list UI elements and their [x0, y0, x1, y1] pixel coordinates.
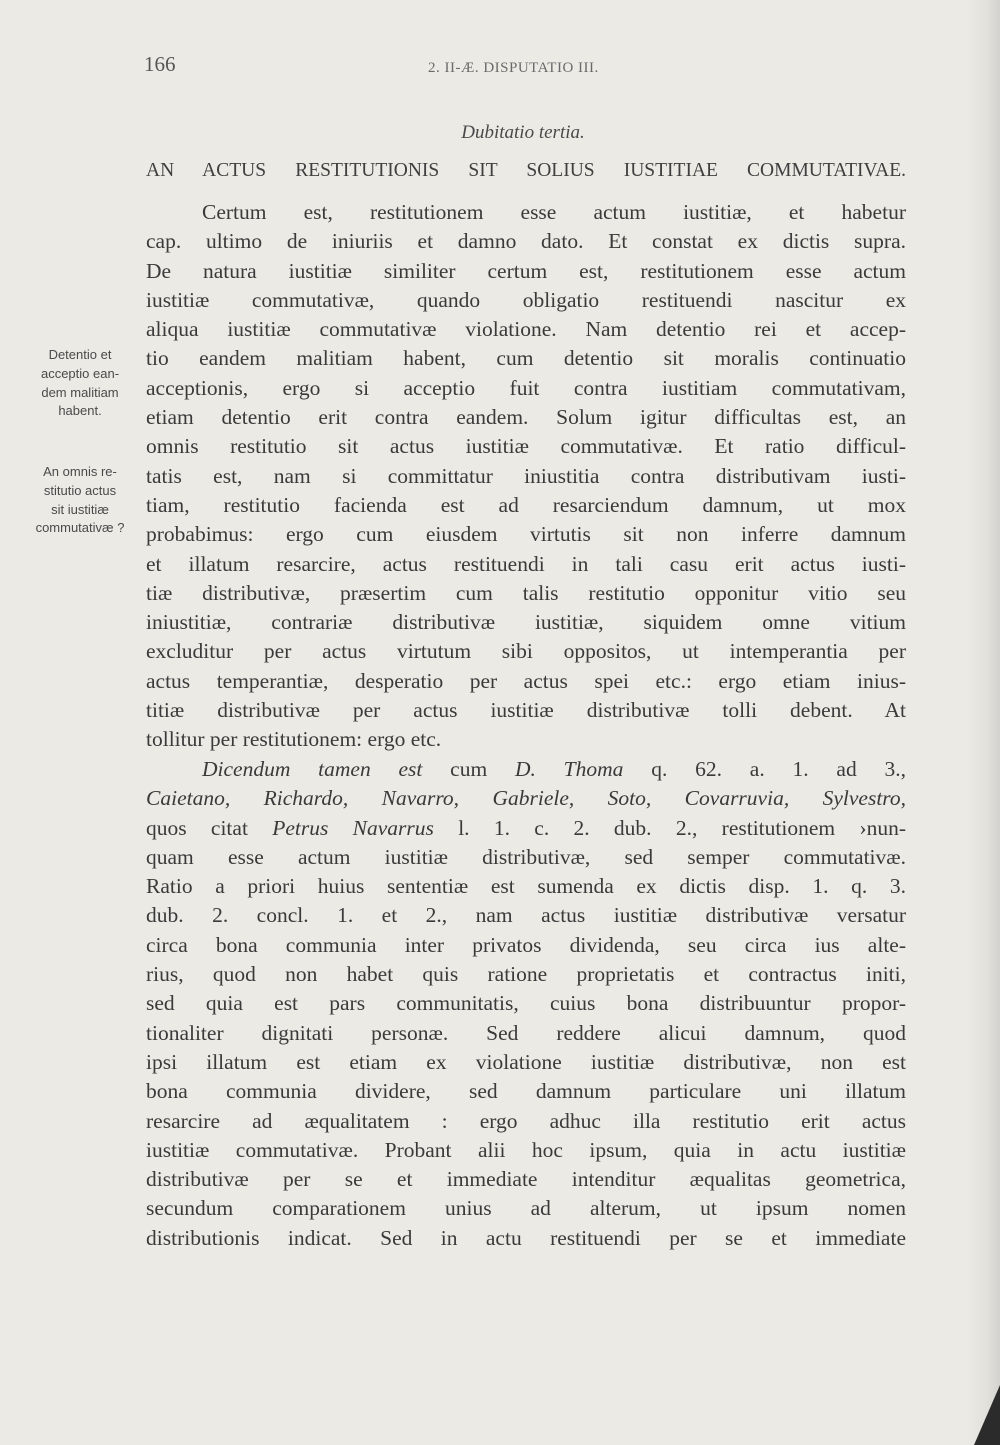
italic-phrase: D. Thoma	[514, 757, 624, 781]
text-line: De natura iustitiæ similiter certum est, restitutionem esse actum	[146, 258, 906, 283]
text-line: iniustitiæ, contrariæ distributivæ iustitiæ, siquidem omne vitium	[146, 610, 906, 635]
text-line: tionaliter dignitati personæ. Sed reddere alicui damnum, quod	[146, 1020, 906, 1045]
margin-note-an-omnis	[26, 463, 134, 538]
text-line: secundum comparationem unius ad alterum, ut ipsum nomen	[146, 1196, 906, 1221]
text-line: distributionis indicat. Sed in actu restituendi per se et immediate	[146, 1225, 906, 1250]
text-line: actus temperantiæ, desperatio per actus spei etc.: ergo etiam inius-	[146, 668, 906, 693]
text-line: aliqua iustitiæ commutativæ violatione. Nam detentio rei et accep-	[146, 317, 906, 342]
section-subheading: Dubitatio tertia.	[461, 122, 585, 143]
text-run: quos citat	[146, 815, 273, 840]
page-edge-shadow	[966, 0, 1000, 1445]
text-line: acceptionis, ergo si acceptio fuit contra iustitiam commutativam,	[146, 375, 906, 400]
margin-note-line: Detentio et	[48, 347, 112, 362]
margin-note-line: habent.	[58, 403, 102, 419]
margin-note-line: dem malitiam	[41, 384, 119, 400]
text-line	[146, 814, 906, 843]
margin-note-detentio	[26, 346, 134, 421]
running-title: 2. II-Æ. DISPUTATIO III.	[428, 60, 599, 76]
text-line: iustitiæ commutativæ, quando obligatio restituendi nascitur ex	[146, 287, 906, 312]
italic-phrase: Petrus Navarrus	[272, 815, 434, 840]
text-line: tiam, restitutio facienda est ad resarciendum damnum, ut mox	[146, 492, 906, 517]
text-line: omnis restitutio sit actus iustitiæ commutativæ. Et ratio difficul-	[146, 434, 906, 459]
text-line: tollitur per restitutionem: ergo etc.	[146, 727, 442, 752]
text-line: etiam detentio erit contra eandem. Solum igitur difficultas est, an	[146, 405, 906, 430]
paragraph-2	[146, 755, 906, 1253]
text-run: cum	[422, 757, 515, 781]
text-line: cap. ultimo de iniuriis et damno dato. Et constat ex dictis supra.	[146, 229, 906, 254]
text-line: Ratio a priori huius sententiæ est sumenda ex dictis disp. 1. q. 3.	[146, 874, 906, 899]
margin-note-line: stitutio actus	[43, 482, 117, 498]
margin-note-line: commutativæ ?	[35, 520, 125, 536]
page-number: 166	[144, 52, 176, 76]
paragraph-1	[146, 198, 906, 755]
text-line: dub. 2. concl. 1. et 2., nam actus iustitiæ distributivæ versatur	[146, 903, 906, 928]
text-line	[146, 755, 906, 784]
margin-note-line: An omnis re-	[43, 464, 117, 479]
text-line: probabimus: ergo cum eiusdem virtutis sit non inferre damnum	[146, 522, 906, 547]
text-line: resarcire ad æqualitatem : ergo adhuc illa restitutio erit actus	[146, 1108, 906, 1133]
text-line: circa bona communia inter privatos dividenda, seu circa ius alte-	[146, 932, 906, 957]
margin-note-line: sit iustitiæ	[51, 501, 109, 517]
italic-phrase: Dicendum tamen est	[202, 757, 423, 781]
text-line: tatis est, nam si committatur iniustitia contra distributivam iusti-	[146, 463, 906, 488]
text-run: q. 62. a. 1. ad 3.,	[623, 757, 906, 781]
text-line: bona communia dividere, sed damnum particulare uni illatum	[146, 1079, 906, 1104]
section-heading: AN ACTUS RESTITUTIONIS SIT SOLIUS IUSTITIAE COMMUTATIVAE.	[146, 160, 906, 181]
margin-note-line: acceptio ean-	[40, 365, 120, 381]
text-line: distributivæ per se et immediate intenditur æqualitas geometrica,	[146, 1167, 906, 1192]
text-line: iustitiæ commutativæ. Probant alii hoc ipsum, quia in actu iustitiæ	[146, 1137, 906, 1162]
text-line: excluditur per actus virtutum sibi oppositos, ut intemperantia per	[146, 639, 906, 664]
text-line: titiæ distributivæ per actus iustitiæ distributivæ tolli debent. At	[146, 698, 906, 723]
text-line: tiæ distributivæ, præsertim cum talis restitutio opponitur vitio seu	[146, 580, 906, 605]
text-line: Certum est, restitutionem esse actum iustitiæ, et habetur	[202, 200, 906, 224]
text-line	[146, 784, 906, 813]
text-line: quam esse actum iustitiæ distributivæ, sed semper commutativæ.	[146, 844, 906, 869]
text-line: et illatum resarcire, actus restituendi in tali casu erit actus iusti-	[146, 551, 906, 576]
text-line: rius, quod non habet quis ratione proprietatis et contractus initi,	[146, 962, 906, 987]
text-line: ipsi illatum est etiam ex violatione iustitiæ distributivæ, non est	[146, 1049, 906, 1074]
italic-phrase: Caietano, Richardo, Navarro, Gabriele, Soto, Covarruvia, Sylvestro,	[146, 786, 906, 811]
text-run: l. 1. c. 2. dub. 2., restitutionem ›nun-	[433, 815, 906, 840]
text-line: sed quia est pars communitatis, cuius bona distribuuntur propor-	[146, 991, 906, 1016]
text-line: tio eandem malitiam habent, cum detentio sit moralis continuatio	[146, 346, 906, 371]
